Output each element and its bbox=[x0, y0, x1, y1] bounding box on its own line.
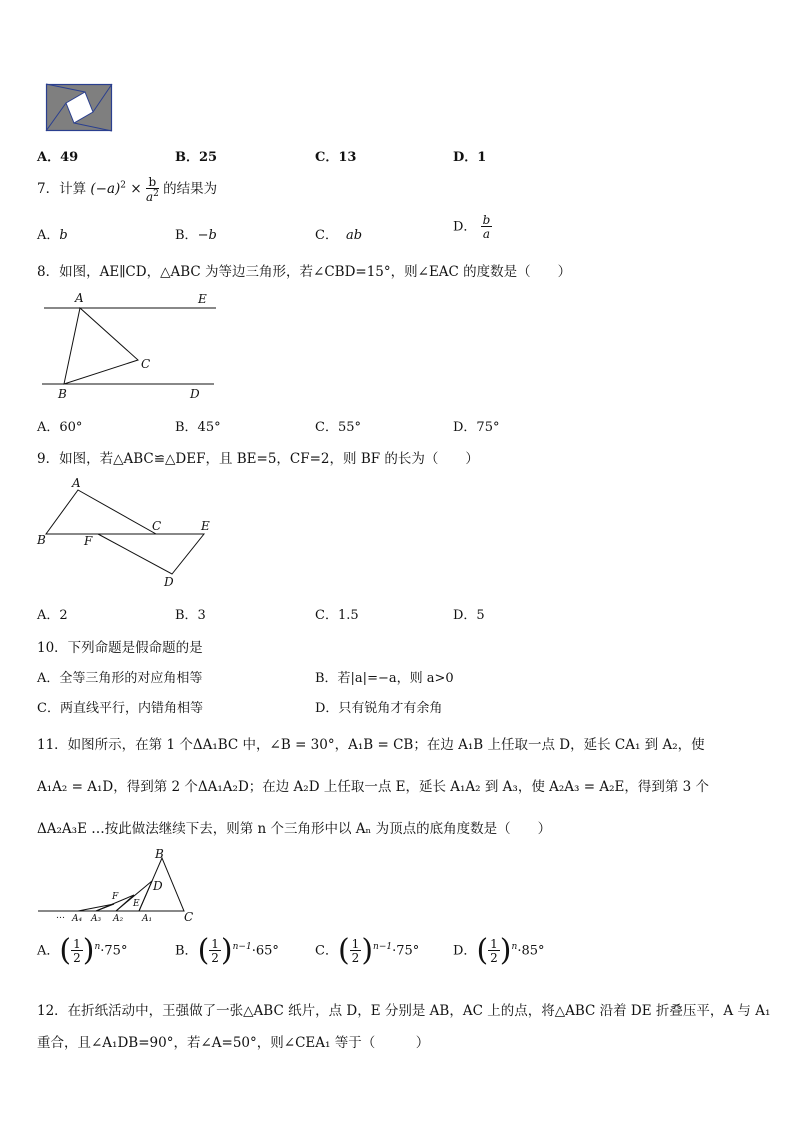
q11-option-a[interactable]: A．( $\frac{1}{2}$ )$^n$·75° bbox=[37, 933, 128, 968]
q11-option-d[interactable]: D．( $\frac{1}{2}$ )$^n$·85° bbox=[453, 933, 545, 968]
q9-question: 9．如图，若△ABC≌△DEF，且 BE=5，CF=2，则 BF 的长为（ ） bbox=[37, 451, 479, 467]
q7-fraction: $\frac{b}{a^2}$ bbox=[145, 175, 159, 204]
q8-figure bbox=[38, 288, 218, 403]
q8-option-a[interactable]: A．60° bbox=[37, 420, 83, 435]
q9-label-c: C bbox=[152, 519, 162, 533]
q6-option-b[interactable]: B．25 bbox=[175, 150, 218, 165]
q9-label-a: A bbox=[72, 476, 81, 490]
q11-figure bbox=[38, 848, 198, 923]
q8-label-e: E bbox=[198, 292, 207, 306]
q11-question-line3: ΔA₂A₃E …按此做法继续下去，则第 n 个三角形中以 Aₙ 为顶点的底角度数是（ ） bbox=[37, 821, 552, 837]
q10-question: 10．下列命题是假命题的是 bbox=[37, 640, 203, 656]
q6-option-c[interactable]: C．13 bbox=[315, 150, 357, 165]
q11-question-line2: A₁A₂ = A₁D，得到第 2 个ΔA₁A₂D；在边 A₂D 上任取一点 E，延长 A₁A₂ 到 A₃，使 A₂A₃ = A₂E，得到第 3 个 bbox=[37, 779, 710, 795]
q11-label-a3: A₃ bbox=[91, 914, 102, 924]
q10-option-b[interactable]: B．若|a|=−a，则 a>0 bbox=[315, 671, 454, 686]
q9-figure bbox=[36, 476, 216, 588]
q8-option-c[interactable]: C．55° bbox=[315, 420, 361, 435]
q9-option-d[interactable]: D．5 bbox=[453, 608, 485, 623]
q10-option-c[interactable]: C．两直线平行，内错角相等 bbox=[37, 701, 203, 716]
q7-option-a[interactable]: A．b bbox=[37, 228, 68, 243]
q7-option-d[interactable]: D． $\frac{b}{a}$ bbox=[453, 213, 491, 241]
q6-option-d[interactable]: D．1 bbox=[453, 150, 487, 165]
q11-label-a4: A₄ bbox=[72, 914, 83, 924]
q10-option-d[interactable]: D．只有锐角才有余角 bbox=[315, 701, 443, 716]
q12-question-line1: 12．在折纸活动中，王强做了一张△ABC 纸片，点 D，E 分别是 AB，AC 上的点，将△ABC 沿着 DE 折叠压平，A 与 A₁ bbox=[37, 1003, 771, 1019]
q9-label-e: E bbox=[201, 519, 210, 533]
q6-option-a[interactable]: A．49 bbox=[37, 150, 79, 165]
q11-label-a1: A₁ bbox=[142, 914, 153, 924]
q11-label-d: D bbox=[153, 879, 163, 893]
q8-label-c: C bbox=[141, 357, 151, 371]
q9-label-f: F bbox=[84, 534, 93, 548]
q11-option-c[interactable]: C．( $\frac{1}{2}$ )$^{n-1}$·75° bbox=[315, 933, 420, 968]
q9-option-b[interactable]: B．3 bbox=[175, 608, 206, 623]
q11-label-dots: … bbox=[56, 911, 65, 921]
q8-option-b[interactable]: B．45° bbox=[175, 420, 221, 435]
q11-label-a2: A₂ bbox=[113, 914, 124, 924]
q8-label-a: A bbox=[75, 291, 84, 305]
q8-option-d[interactable]: D．75° bbox=[453, 420, 500, 435]
q11-label-e: E bbox=[133, 899, 140, 909]
q7-option-b[interactable]: B．−b bbox=[175, 228, 217, 243]
q8-label-d: D bbox=[190, 387, 200, 401]
q8-label-b: B bbox=[58, 387, 67, 401]
q11-label-b: B bbox=[155, 847, 164, 861]
q7-option-c[interactable]: C． ab bbox=[315, 228, 363, 243]
q6-figure bbox=[46, 84, 112, 132]
q12-question-line2: 重合，且∠A₁DB=90°，若∠A=50°，则∠CEA₁ 等于（ ） bbox=[37, 1035, 430, 1051]
q11-question-line1: 11．如图所示，在第 1 个ΔA₁BC 中，∠B = 30°，A₁B = CB；在边 A₁B 上任取一点 D，延长 CA₁ 到 A₂，使 bbox=[37, 737, 705, 753]
q10-option-a[interactable]: A．全等三角形的对应角相等 bbox=[37, 671, 203, 686]
q9-option-c[interactable]: C．1.5 bbox=[315, 608, 359, 623]
q9-option-a[interactable]: A．2 bbox=[37, 608, 68, 623]
q7-question: 7．计算 $(-a)^2$ × $\frac{b}{a^2}$ 的结果为 bbox=[37, 175, 218, 204]
q11-label-f: F bbox=[112, 892, 119, 902]
q11-label-c: C bbox=[184, 910, 194, 924]
q9-label-d: D bbox=[164, 575, 174, 589]
q9-label-b: B bbox=[37, 533, 46, 547]
q11-option-b[interactable]: B．( $\frac{1}{2}$ )$^{n-1}$·65° bbox=[175, 933, 279, 968]
q8-question: 8．如图，AE∥CD，△ABC 为等边三角形，若∠CBD=15°，则∠EAC 的度数是（ ） bbox=[37, 264, 572, 280]
